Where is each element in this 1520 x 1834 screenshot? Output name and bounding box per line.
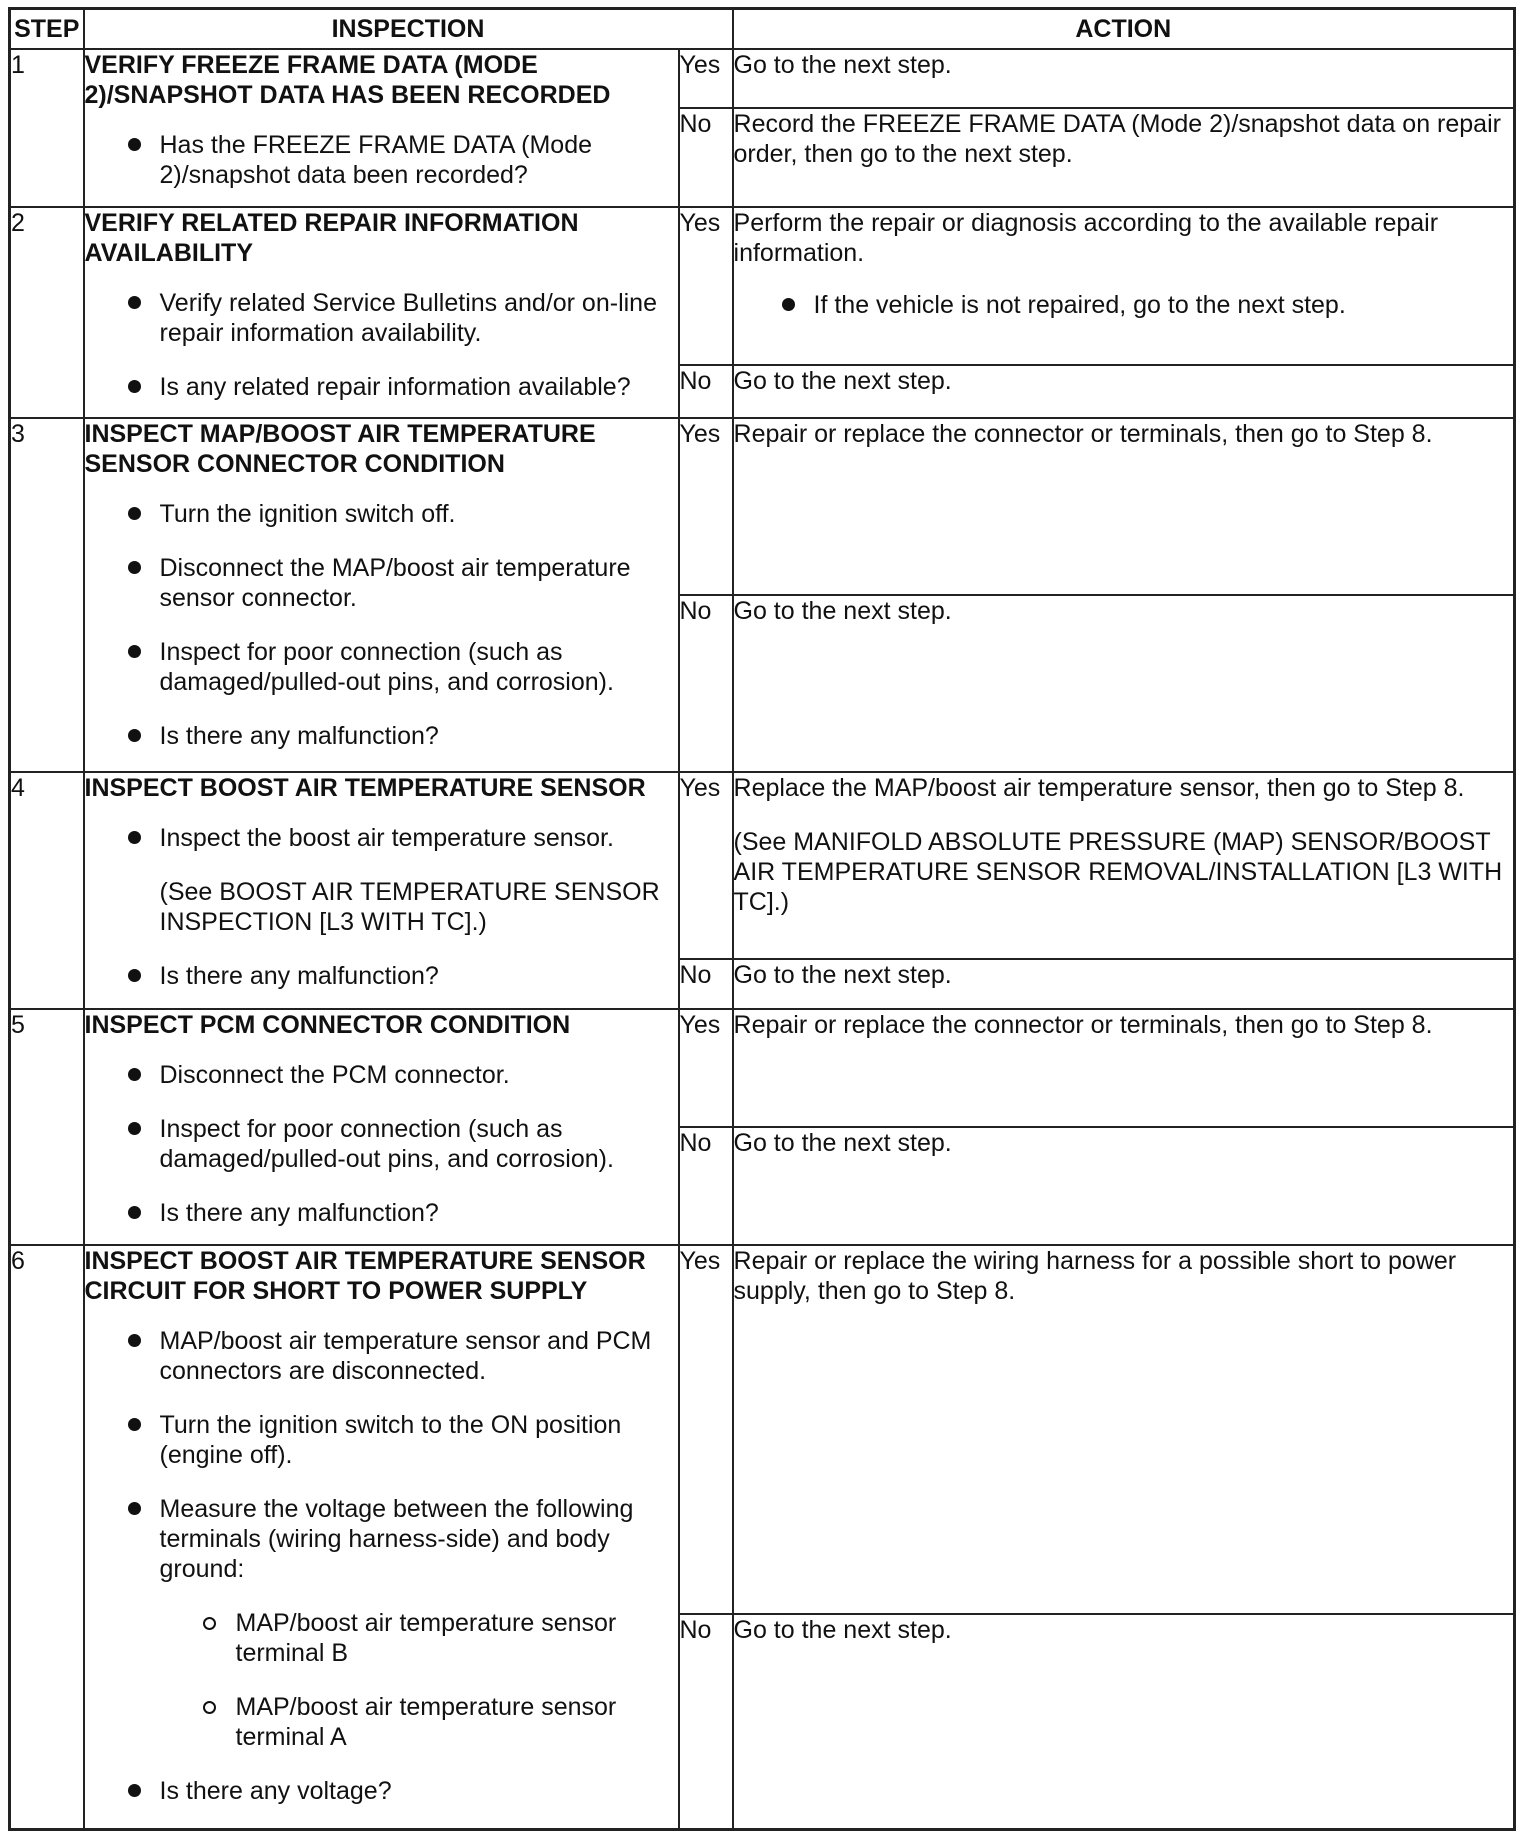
step-number: 5 [10, 1009, 84, 1245]
table-row [10, 49, 1515, 108]
list-item: Disconnect the MAP/boost air temperature sensor connector. [85, 553, 678, 613]
bullet-list [85, 823, 678, 853]
inspection-title: INSPECT BOOST AIR TEMPERATURE SENSOR [84, 774, 646, 802]
inspection-cell [84, 207, 679, 418]
no-label: No [679, 108, 733, 207]
inspection-title: VERIFY RELATED REPAIR INFORMATION AVAILABILITY [84, 209, 579, 267]
no-label: No [679, 959, 733, 1009]
bullet-icon [128, 296, 141, 309]
list-item: Verify related Service Bulletins and/or on-line repair information availability. [85, 288, 678, 348]
action-bullet-list [734, 290, 1514, 320]
header-action: ACTION [733, 9, 1515, 50]
header-inspection: INSPECTION [84, 9, 733, 50]
list-item: Inspect for poor connection (such as damaged/pulled-out pins, and corrosion). [85, 1114, 678, 1174]
bullet-icon [128, 507, 141, 520]
yes-label: Yes [679, 772, 733, 959]
bullet-icon [128, 1784, 141, 1797]
yes-label: Yes [679, 207, 733, 365]
header-row [10, 9, 1515, 50]
list-item: If the vehicle is not repaired, go to the next step. [734, 290, 1514, 320]
bullet-list [85, 130, 678, 190]
yes-label: Yes [679, 1009, 733, 1127]
no-label: No [679, 365, 733, 418]
no-action: Record the FREEZE FRAME DATA (Mode 2)/snapshot data on repair order, then go to the next step. [733, 108, 1515, 207]
bullet-icon [128, 831, 141, 844]
bullet-list [85, 1326, 678, 1806]
yes-label: Yes [679, 418, 733, 595]
yes-action: Repair or replace the connector or terminals, then go to Step 8. [733, 1009, 1515, 1127]
step-number: 6 [10, 1245, 84, 1829]
step-number: 1 [10, 49, 84, 207]
yes-action: Replace the MAP/boost air temperature sensor, then go to Step 8. (See MANIFOLD ABSOLUTE PRESSURE (MAP) SENSOR/BOOST AIR TEMPERATURE SENSOR REMOVAL/INSTALLATION [L3 WITH TC].) [733, 772, 1515, 959]
list-item: Turn the ignition switch to the ON position (engine off). [85, 1410, 678, 1470]
inspection-title: INSPECT BOOST AIR TEMPERATURE SENSOR CIRCUIT FOR SHORT TO POWER SUPPLY [84, 1247, 646, 1305]
table-row [10, 772, 1515, 959]
table-row [10, 418, 1515, 595]
sub-bullet-icon [203, 1701, 216, 1714]
yes-action: Repair or replace the connector or terminals, then go to Step 8. [733, 418, 1515, 595]
bullet-icon [128, 1122, 141, 1135]
sub-list-item: MAP/boost air temperature sensor terminal A [85, 1692, 678, 1752]
list-item: Inspect the boost air temperature sensor. [85, 823, 678, 853]
bullet-list [85, 961, 678, 991]
sub-bullet-icon [203, 1617, 216, 1630]
bullet-icon [128, 729, 141, 742]
bullet-icon [782, 298, 795, 311]
bullet-icon [128, 561, 141, 574]
bullet-icon [128, 380, 141, 393]
inspection-cell [84, 1245, 679, 1829]
inspection-cell [84, 49, 679, 207]
bullet-icon [128, 1334, 141, 1347]
bullet-list [85, 1060, 678, 1228]
step-number: 3 [10, 418, 84, 772]
bullet-icon [128, 1206, 141, 1219]
list-item: Is there any malfunction? [85, 721, 678, 751]
bullet-icon [128, 138, 141, 151]
bullet-icon [128, 1068, 141, 1081]
no-label: No [679, 1614, 733, 1829]
no-label: No [679, 1127, 733, 1245]
inspection-cell [84, 772, 679, 1009]
diagnostic-table-wrapper [8, 7, 1513, 1829]
no-action: Go to the next step. [733, 959, 1515, 1009]
yes-label: Yes [679, 49, 733, 108]
inspection-title: INSPECT PCM CONNECTOR CONDITION [84, 1011, 571, 1039]
list-item: MAP/boost air temperature sensor and PCM connectors are disconnected. [85, 1326, 678, 1386]
yes-action: Perform the repair or diagnosis according to the available repair information. If the vehicle is not repaired, go to the next step. [733, 207, 1515, 365]
list-item: Is there any malfunction? [85, 961, 678, 991]
reference-note: (See BOOST AIR TEMPERATURE SENSOR INSPECTION [L3 WITH TC].) [159, 878, 660, 936]
list-item: Is there any malfunction? [85, 1198, 678, 1228]
no-action: Go to the next step. [733, 365, 1515, 418]
list-item: Measure the voltage between the following terminals (wiring harness-side) and body ground: [85, 1494, 678, 1584]
no-action: Go to the next step. [733, 1127, 1515, 1245]
bullet-icon [128, 645, 141, 658]
no-label: No [679, 595, 733, 772]
list-item: Turn the ignition switch off. [85, 499, 678, 529]
bullet-icon [128, 1502, 141, 1515]
step-number: 2 [10, 207, 84, 418]
list-item: Has the FREEZE FRAME DATA (Mode 2)/snapshot data been recorded? [85, 130, 678, 190]
list-item: Disconnect the PCM connector. [85, 1060, 678, 1090]
list-item: Inspect for poor connection (such as damaged/pulled-out pins, and corrosion). [85, 637, 678, 697]
yes-action: Repair or replace the wiring harness for a possible short to power supply, then go to Step 8. [733, 1245, 1515, 1614]
bullet-list [85, 288, 678, 402]
yes-label: Yes [679, 1245, 733, 1614]
bullet-icon [128, 1418, 141, 1431]
list-item: Is there any voltage? [85, 1776, 678, 1806]
list-item: Is any related repair information available? [85, 372, 678, 402]
table-row [10, 1245, 1515, 1614]
sub-list-item: MAP/boost air temperature sensor terminal B [85, 1608, 678, 1668]
step-number: 4 [10, 772, 84, 1009]
diagnostic-table [8, 7, 1516, 1831]
inspection-cell [84, 418, 679, 772]
header-step: STEP [10, 9, 84, 50]
table-row [10, 207, 1515, 365]
inspection-title: VERIFY FREEZE FRAME DATA (MODE 2)/SNAPSHOT DATA HAS BEEN RECORDED [84, 51, 611, 109]
table-row [10, 1009, 1515, 1127]
inspection-title: INSPECT MAP/BOOST AIR TEMPERATURE SENSOR CONNECTOR CONDITION [84, 420, 596, 478]
no-action: Go to the next step. [733, 595, 1515, 772]
yes-action: Go to the next step. [733, 49, 1515, 108]
bullet-icon [128, 969, 141, 982]
bullet-list [85, 499, 678, 751]
inspection-cell [84, 1009, 679, 1245]
no-action: Go to the next step. [733, 1614, 1515, 1829]
